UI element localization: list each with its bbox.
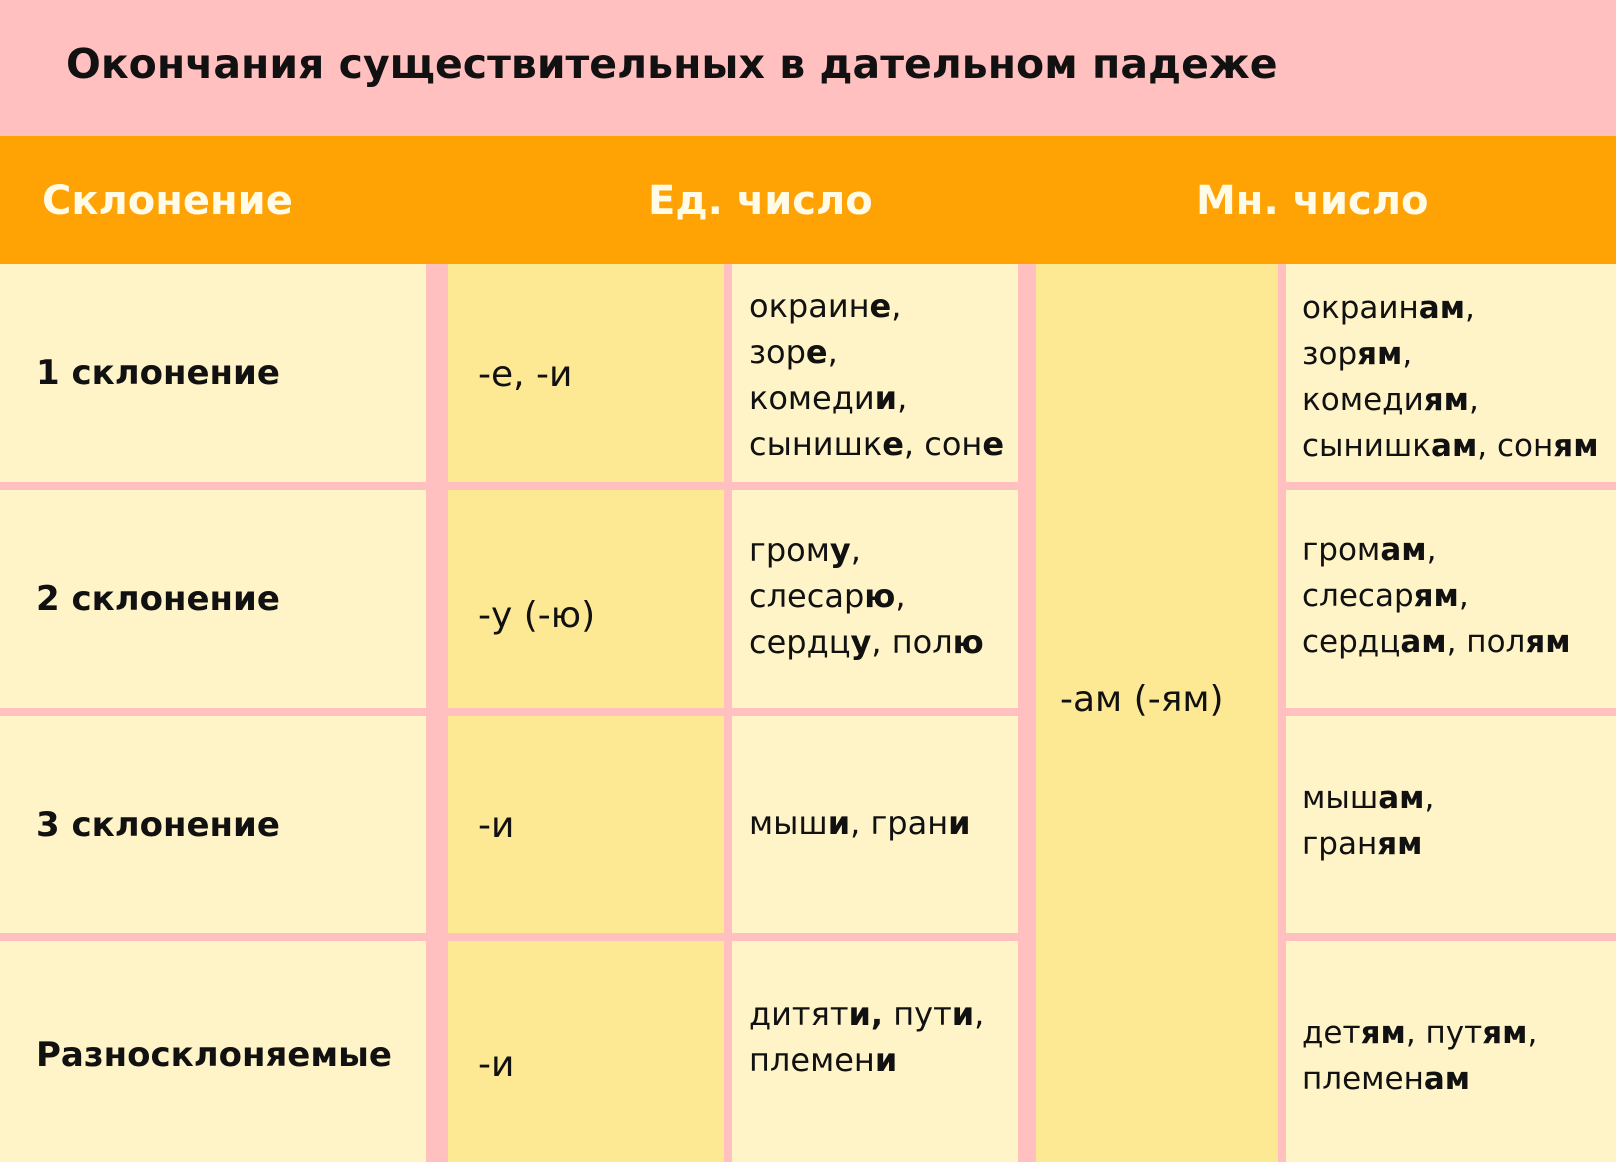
ending-part: ю bbox=[864, 577, 896, 615]
example-line bbox=[749, 800, 971, 846]
singular-examples-cell bbox=[732, 941, 1018, 1162]
plural-examples-cell bbox=[1286, 490, 1616, 708]
stem-part: сынишк bbox=[1302, 428, 1432, 464]
stem-part: дитят bbox=[749, 995, 849, 1033]
stem-part: сердц bbox=[749, 623, 851, 661]
example-line bbox=[749, 1037, 984, 1083]
example-line bbox=[1302, 331, 1599, 377]
row-label: 2 склонение bbox=[36, 579, 280, 619]
plural-examples bbox=[1302, 775, 1434, 867]
stem-part: зор bbox=[749, 333, 806, 371]
ending-part: и bbox=[827, 804, 851, 842]
stem-part: окраин bbox=[1302, 290, 1419, 326]
singular-examples-cell bbox=[732, 264, 1018, 482]
stem-part: комеди bbox=[749, 379, 875, 417]
ending-part: ям bbox=[1360, 1015, 1406, 1051]
row-label: Разносклоняемые bbox=[36, 1035, 392, 1075]
singular-examples bbox=[749, 527, 984, 665]
example-line bbox=[1302, 527, 1571, 573]
example-line bbox=[1302, 821, 1434, 867]
stem-part: , сон bbox=[903, 425, 983, 463]
ending-part: е bbox=[882, 425, 904, 463]
stem-part: племен bbox=[1302, 1061, 1424, 1097]
stem-part: , гран bbox=[850, 804, 949, 842]
example-line bbox=[1302, 285, 1599, 331]
example-line bbox=[1302, 1010, 1537, 1056]
example-line bbox=[1302, 377, 1599, 423]
singular-ending-cell bbox=[448, 490, 724, 708]
example-line bbox=[749, 283, 1004, 329]
ending-part: ам bbox=[1400, 624, 1447, 660]
stem-part: сердц bbox=[1302, 624, 1401, 660]
stem-part: дет bbox=[1302, 1015, 1361, 1051]
stem-part: , bbox=[891, 287, 902, 325]
stem-part: гром bbox=[749, 531, 830, 569]
column-header-singular: Ед. число bbox=[648, 178, 873, 224]
ending-part: ю bbox=[952, 623, 984, 661]
stem-part: , сон bbox=[1477, 428, 1554, 464]
example-line bbox=[749, 375, 1004, 421]
example-line bbox=[749, 991, 984, 1037]
example-line bbox=[749, 329, 1004, 375]
row-label-cell bbox=[0, 490, 426, 708]
stem-part: , пут bbox=[1405, 1015, 1483, 1051]
stem-part: , bbox=[1424, 780, 1435, 816]
row-label: 1 склонение bbox=[36, 353, 280, 393]
ending-part: е bbox=[869, 287, 892, 325]
plural-examples-cell bbox=[1286, 264, 1616, 482]
stem-part: , bbox=[1465, 290, 1475, 326]
row-label-cell bbox=[0, 941, 426, 1162]
example-line bbox=[749, 573, 984, 619]
example-line bbox=[1302, 573, 1571, 619]
ending-part: ям bbox=[1553, 428, 1599, 464]
stem-part: , bbox=[897, 379, 908, 417]
stem-part: , bbox=[850, 531, 861, 569]
page-title: Окончания существительных в дательном падеже bbox=[66, 40, 1278, 88]
column-header-declension: Склонение bbox=[42, 178, 293, 224]
example-line bbox=[749, 619, 984, 665]
ending-part: е bbox=[805, 333, 828, 371]
plural-ending: -ам (-ям) bbox=[1060, 679, 1224, 720]
stem-part: , bbox=[895, 577, 906, 615]
ending-part: ам bbox=[1423, 1061, 1471, 1097]
ending-part: ам bbox=[1380, 532, 1427, 568]
ending-part: у bbox=[829, 531, 851, 569]
ending-part: ям bbox=[1357, 336, 1403, 372]
example-line bbox=[749, 527, 984, 573]
stem-part: , пол bbox=[871, 623, 953, 661]
stem-part: слесар bbox=[1302, 578, 1414, 614]
stem-part: , bbox=[1468, 382, 1479, 418]
stem-part: мыш bbox=[749, 804, 828, 842]
declension-table bbox=[0, 264, 1616, 1162]
stem-part: , bbox=[1527, 1015, 1538, 1051]
plural-ending-cell bbox=[1036, 264, 1278, 1162]
plural-examples-cell bbox=[1286, 716, 1616, 933]
ending-part: ям bbox=[1413, 578, 1459, 614]
singular-examples-cell bbox=[732, 716, 1018, 933]
ending-part: ям bbox=[1525, 624, 1571, 660]
singular-ending: -и bbox=[478, 1044, 515, 1085]
singular-ending-cell bbox=[448, 264, 724, 482]
row-label-cell bbox=[0, 716, 426, 933]
stem-part: окраин bbox=[749, 287, 870, 325]
stem-part: слесар bbox=[749, 577, 865, 615]
plural-examples bbox=[1302, 1010, 1537, 1102]
singular-examples bbox=[749, 800, 971, 846]
ending-part: и bbox=[874, 1041, 898, 1079]
stem-part: , пол bbox=[1446, 624, 1526, 660]
plural-examples bbox=[1302, 285, 1599, 469]
column-header-plural: Мн. число bbox=[1196, 178, 1429, 224]
ending-part: ам bbox=[1431, 428, 1478, 464]
singular-examples bbox=[749, 283, 1004, 467]
plural-examples-cell bbox=[1286, 941, 1616, 1162]
singular-ending: -е, -и bbox=[478, 354, 573, 395]
stem-part: , bbox=[1402, 336, 1413, 372]
row-label: 3 склонение bbox=[36, 805, 280, 845]
stem-part: комеди bbox=[1302, 382, 1424, 418]
ending-part: е bbox=[982, 425, 1005, 463]
stem-part: гром bbox=[1302, 532, 1381, 568]
ending-part: ам bbox=[1418, 290, 1466, 326]
example-line bbox=[1302, 619, 1571, 665]
singular-ending-cell bbox=[448, 716, 724, 933]
title-band bbox=[0, 0, 1616, 136]
ending-part: ям bbox=[1377, 826, 1423, 862]
singular-ending-cell bbox=[448, 941, 724, 1162]
example-line bbox=[1302, 423, 1599, 469]
ending-part: у bbox=[850, 623, 872, 661]
row-label-cell bbox=[0, 264, 426, 482]
stem-part: , bbox=[827, 333, 838, 371]
example-line bbox=[1302, 1056, 1537, 1102]
ending-part: ям bbox=[1482, 1015, 1528, 1051]
example-line bbox=[749, 421, 1004, 467]
stem-part: пут bbox=[883, 995, 952, 1033]
ending-part: и bbox=[874, 379, 898, 417]
ending-part: ям bbox=[1423, 382, 1469, 418]
stem-part: гран bbox=[1302, 826, 1378, 862]
stem-part: , bbox=[974, 995, 985, 1033]
plural-examples bbox=[1302, 527, 1571, 665]
ending-part: и bbox=[948, 804, 971, 842]
stem-part: мыш bbox=[1302, 780, 1379, 816]
stem-part: зор bbox=[1302, 336, 1358, 372]
singular-examples bbox=[749, 991, 984, 1083]
singular-ending: -у (-ю) bbox=[478, 595, 596, 636]
ending-part: и, bbox=[848, 995, 884, 1033]
ending-part: и bbox=[951, 995, 975, 1033]
stem-part: , bbox=[1458, 578, 1469, 614]
singular-examples-cell bbox=[732, 490, 1018, 708]
stem-part: , bbox=[1426, 532, 1437, 568]
stem-part: племен bbox=[749, 1041, 875, 1079]
singular-ending: -и bbox=[478, 805, 515, 846]
example-line bbox=[1302, 775, 1434, 821]
ending-part: ам bbox=[1378, 780, 1425, 816]
stem-part: сынишк bbox=[749, 425, 883, 463]
